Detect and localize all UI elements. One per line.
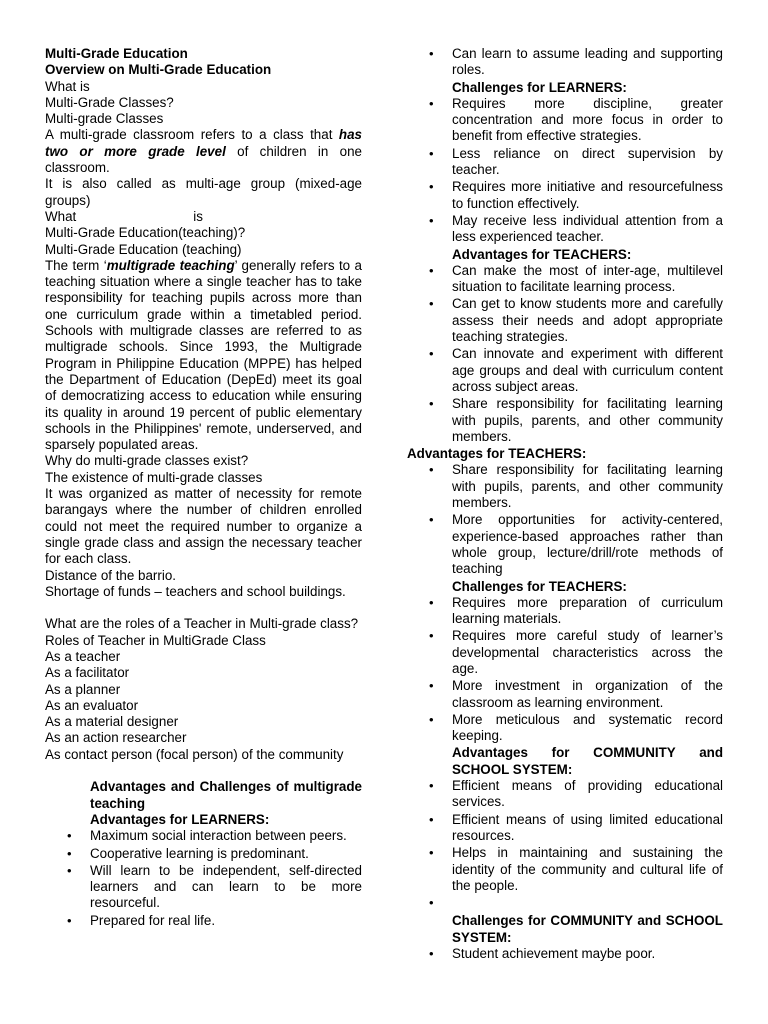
list-item: • Requires more preparation of curriculum learning materials. [452,595,723,628]
subheading-chal-teachers: Challenges for TEACHERS: [452,578,627,594]
emphasis-text: has two or more grade level [45,127,362,159]
text-run: of children in one classroom. [45,143,362,176]
paragraph-roles-question: What are the roles of a Teacher in Multi-grade class? [45,616,359,632]
text-run: The term ‘ [45,257,107,273]
text-line: Multi-Grade Education(teaching)? [45,225,246,241]
list-item: • More opportunities for activity-centered, experience-based approaches rather than whole group, lecture/drill/rote methods of teaching [452,512,723,577]
subheading-adv-learners: Advantages for LEARNERS: [90,811,270,827]
list-item: • Can innovate and experiment with different age groups and deal with curriculum content across subject areas. [452,346,723,395]
role-item: As a teacher [45,648,121,664]
list-item: • Can get to know students more and carefully assess their needs and adopt appropriate teaching strategies. [452,296,723,345]
text-run: is [193,208,203,224]
paragraph-multi-age: It is also called as multi-age group (mixed-age groups) [45,176,362,208]
list-adv-learners-cont [407,46,723,79]
right-column [407,46,723,963]
role-item: As an evaluator [45,697,139,713]
subheading-adv-teachers-2: Advantages for TEACHERS: [407,446,587,462]
list-adv-learners [45,828,362,929]
text-line: Multi-Grade Education (teaching) [45,241,242,257]
list-item: • Can make the most of inter-age, multilevel situation to facilitate learning process. [452,263,723,296]
list-item: • Less reliance on direct supervision by teacher. [452,146,723,179]
text-line: Multi-Grade Classes? [45,94,174,110]
list-item: • Prepared for real life. [90,913,362,929]
list-item: • More meticulous and systematic record keeping. [452,712,723,745]
subheading-adv-teachers: Advantages for TEACHERS: [452,246,632,262]
section-heading-overview: Overview on Multi-Grade Education [45,62,272,78]
text-line-what-is [45,209,362,225]
role-item: As a material designer [45,714,179,730]
list-item: • More investment in organization of the classroom as learning environment. [452,678,723,711]
left-column [45,46,362,930]
list-item: • Requires more initiative and resourcefulness to function effectively. [452,179,723,212]
role-item: As a facilitator [45,665,130,681]
text-line: Roles of Teacher in MultiGrade Class [45,632,266,648]
list-adv-teachers-2 [407,462,723,577]
list-item: • Helps in maintaining and sustaining the identity of the community and cultural life of the people. [452,845,723,894]
text-run: A multi-grade classroom refers to a class that [45,127,339,143]
list-chal-community [407,946,723,962]
text-line: The existence of multi-grade classes [45,469,263,485]
spacer [45,763,362,779]
role-item: As an action researcher [45,730,187,746]
list-item: • Student achievement maybe poor. [452,946,723,962]
list-item: • Requires more discipline, greater concentration and more focus in order to benefit from effective strategies. [452,96,723,145]
list-item: • Efficient means of using limited educational resources. [452,812,723,845]
list-item: • Share responsibility for facilitating learning with pupils, parents, and other community members. [452,462,723,511]
text-run: ’ generally refers to a teaching situation where a single teacher has to take responsibility for teaching pupils across more than one curriculum grade within a timetabled period. Schools with multigrade classes are referred to as multigrade schools. Since 1993, the Multigrade Program in Philippine Education (MPPE) has helped the Department of Education (DepEd) meet its goal of democratizing access to education while ensuring its quality in around 19 percent of public elementary schools in the Philippines' remote, underserved, and sparsely populated areas. [45,257,362,453]
text-line: Why do multi-grade classes exist? [45,453,249,469]
document-title: Multi-Grade Education [45,46,188,61]
text-line: Distance of the barrio. [45,567,176,583]
list-item: • Efficient means of providing educational services. [452,778,723,811]
list-item: • May receive less individual attention from a less experienced teacher. [452,213,723,246]
paragraph-definition [45,127,362,176]
text-line: What is [45,78,90,94]
text-line: Shortage of funds – teachers and school buildings. [45,583,346,599]
list-item: • Cooperative learning is predominant. [90,846,362,862]
role-item: As a planner [45,681,121,697]
list-chal-teachers [407,595,723,745]
list-chal-learners [407,96,723,246]
paragraph-multigrade-teaching [45,258,362,454]
list-adv-teachers [407,263,723,445]
subheading-adv-community: Advantages for COMMUNITY and SCHOOL SYSTEM: [452,745,723,777]
list-item: • Requires more careful study of learner’s developmental characteristics across the age. [452,628,723,677]
text-line: Multi-grade Classes [45,111,164,127]
list-item: • Share responsibility for facilitating learning with pupils, parents, and other community members. [452,396,723,445]
role-item: As contact person (focal person) of the community [45,746,344,762]
list-item: • Will learn to be independent, self-directed learners and can learn to be more resourceful. [90,863,362,912]
emphasis-text: multigrade teaching [106,257,235,273]
paragraph-necessity: It was organized as matter of necessity for remote barangays where the number of children enrolled could not meet the required number to organize a single grade class and assign the necessary teacher for each class. [45,486,362,567]
text-run: What [45,208,77,224]
section-heading-adv-chal: Advantages and Challenges of multigrade teaching [90,779,362,811]
list-adv-community [407,778,723,911]
spacer [45,600,362,616]
list-item-empty [452,895,723,911]
list-item: • Can learn to assume leading and supporting roles. [452,46,723,79]
subheading-chal-learners: Challenges for LEARNERS: [452,79,627,95]
subheading-chal-community: Challenges for COMMUNITY and SCHOOL SYSTEM: [452,913,723,945]
list-item: • Maximum social interaction between peers. [90,828,362,844]
